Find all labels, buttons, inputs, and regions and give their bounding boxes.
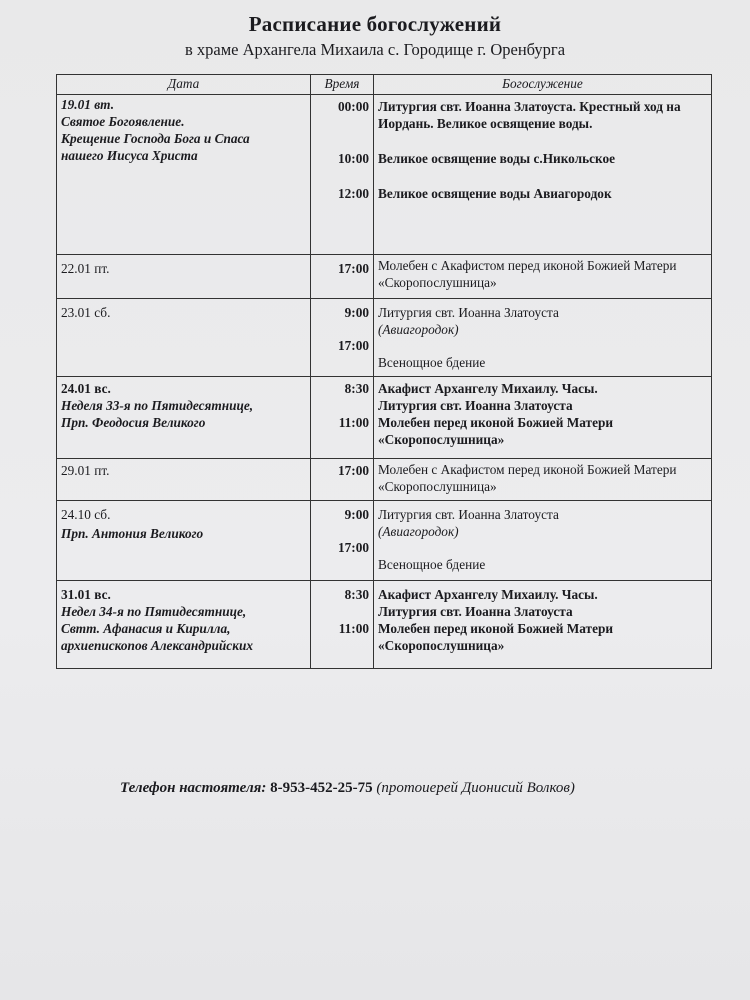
service-location: (Авиагородок)	[378, 322, 459, 337]
service-cell	[374, 581, 712, 669]
table-row	[57, 377, 712, 459]
time-cell	[311, 501, 374, 581]
feast-name: Прп. Антония Великого	[61, 526, 204, 541]
service-text: Молебен перед иконой Божией Матери	[378, 621, 614, 636]
service-location: (Авиагородок)	[378, 524, 459, 539]
table-row	[57, 501, 712, 581]
column-header-date: Дата	[57, 75, 311, 95]
time-value: 17:00	[337, 463, 369, 478]
time-cell	[311, 459, 374, 501]
table-row	[57, 459, 712, 501]
service-text: Великое освящение воды Авиагородок	[378, 186, 612, 201]
time-value: 8:30	[344, 381, 369, 396]
date-label: 22.01 пт.	[61, 261, 110, 276]
time-value: 17:00	[337, 261, 369, 276]
date-cell	[57, 377, 311, 459]
table-row	[57, 299, 712, 377]
time-value: 9:00	[344, 507, 369, 522]
service-text: Всенощное бдение	[378, 557, 486, 572]
time-value: 9:00	[344, 305, 369, 320]
phone-number: 8-953-452-25-75	[270, 780, 373, 796]
date-cell	[57, 581, 311, 669]
service-cell	[374, 501, 712, 581]
service-text: Литургия свт. Иоанна Златоуста. Крестный ход на Иордань. Великое освящение воды.	[378, 99, 681, 131]
service-text: «Скоропослушница»	[378, 432, 505, 447]
priest-name: (протоиерей Дионисий Волков)	[376, 780, 575, 796]
time-value: 17:00	[337, 338, 369, 353]
time-value: 8:30	[344, 587, 369, 602]
feast-name: Недел 34-я по Пятидесятнице,	[61, 604, 247, 619]
column-header-service: Богослужение	[374, 75, 712, 95]
date-cell	[57, 95, 311, 255]
service-cell	[374, 255, 712, 299]
service-cell	[374, 377, 712, 459]
time-cell	[311, 255, 374, 299]
phone-label: Телефон настоятеля:	[120, 780, 267, 796]
time-cell	[311, 299, 374, 377]
schedule-table	[56, 74, 712, 669]
service-text: «Скоропослушница»	[378, 638, 505, 653]
date-label: 23.01 сб.	[61, 305, 111, 320]
feast-name: Святое Богоявление.	[61, 114, 185, 129]
service-text: Акафист Архангелу Михаилу. Часы.	[378, 587, 598, 602]
service-text: Акафист Архангелу Михаилу. Часы.	[378, 381, 598, 396]
table-row	[57, 581, 712, 669]
time-value: 11:00	[338, 621, 369, 636]
time-value: 10:00	[337, 151, 369, 166]
service-cell	[374, 299, 712, 377]
feast-name: Прп. Феодосия Великого	[61, 415, 206, 430]
date-cell	[57, 501, 311, 581]
service-text: Молебен с Акафистом перед иконой Божией Матери «Скоропослушница»	[378, 462, 677, 494]
service-cell	[374, 95, 712, 255]
column-header-time: Время	[311, 75, 374, 95]
service-text: Литургия свт. Иоанна Златоуста	[378, 604, 573, 619]
time-value: 12:00	[337, 186, 369, 201]
date-label: 29.01 пт.	[61, 463, 110, 478]
service-text: Литургия свт. Иоанна Златоуста	[378, 398, 573, 413]
page-subtitle: в храме Архангела Михаила с. Городище г. Оренбурга	[184, 40, 566, 59]
date-cell	[57, 459, 311, 501]
feast-name: нашего Иисуса Христа	[61, 148, 198, 163]
date-cell	[57, 299, 311, 377]
date-label: 31.01 вс.	[61, 587, 111, 602]
service-cell	[374, 459, 712, 501]
feast-name: архиепископов Александрийских	[61, 638, 253, 653]
page-title: Расписание богослужений	[248, 12, 502, 36]
time-cell	[311, 581, 374, 669]
time-value: 00:00	[337, 99, 369, 114]
time-cell	[311, 95, 374, 255]
contact-line	[120, 780, 575, 797]
date-cell	[57, 255, 311, 299]
feast-name: Неделя 33-я по Пятидесятнице,	[61, 398, 254, 413]
date-label: 19.01 вт.	[61, 97, 115, 112]
date-label: 24.10 сб.	[61, 507, 111, 522]
service-text: Великое освящение воды с.Никольское	[378, 151, 616, 166]
service-text: Всенощное бдение	[378, 355, 486, 370]
service-text: Литургия свт. Иоанна Златоуста	[378, 507, 559, 522]
date-label: 24.01 вс.	[61, 381, 111, 396]
time-value: 11:00	[338, 415, 369, 430]
service-text: Литургия свт. Иоанна Златоуста	[378, 305, 559, 320]
table-row	[57, 255, 712, 299]
time-cell	[311, 377, 374, 459]
service-text: Молебен с Акафистом перед иконой Божией Матери «Скоропослушница»	[378, 258, 677, 290]
table-row	[57, 95, 712, 255]
feast-name: Крещение Господа Бога и Спаса	[61, 131, 250, 146]
table-header-row	[57, 75, 712, 95]
service-text: Молебен перед иконой Божией Матери	[378, 415, 614, 430]
feast-name: Свтт. Афанасия и Кирилла,	[61, 621, 231, 636]
time-value: 17:00	[337, 540, 369, 555]
